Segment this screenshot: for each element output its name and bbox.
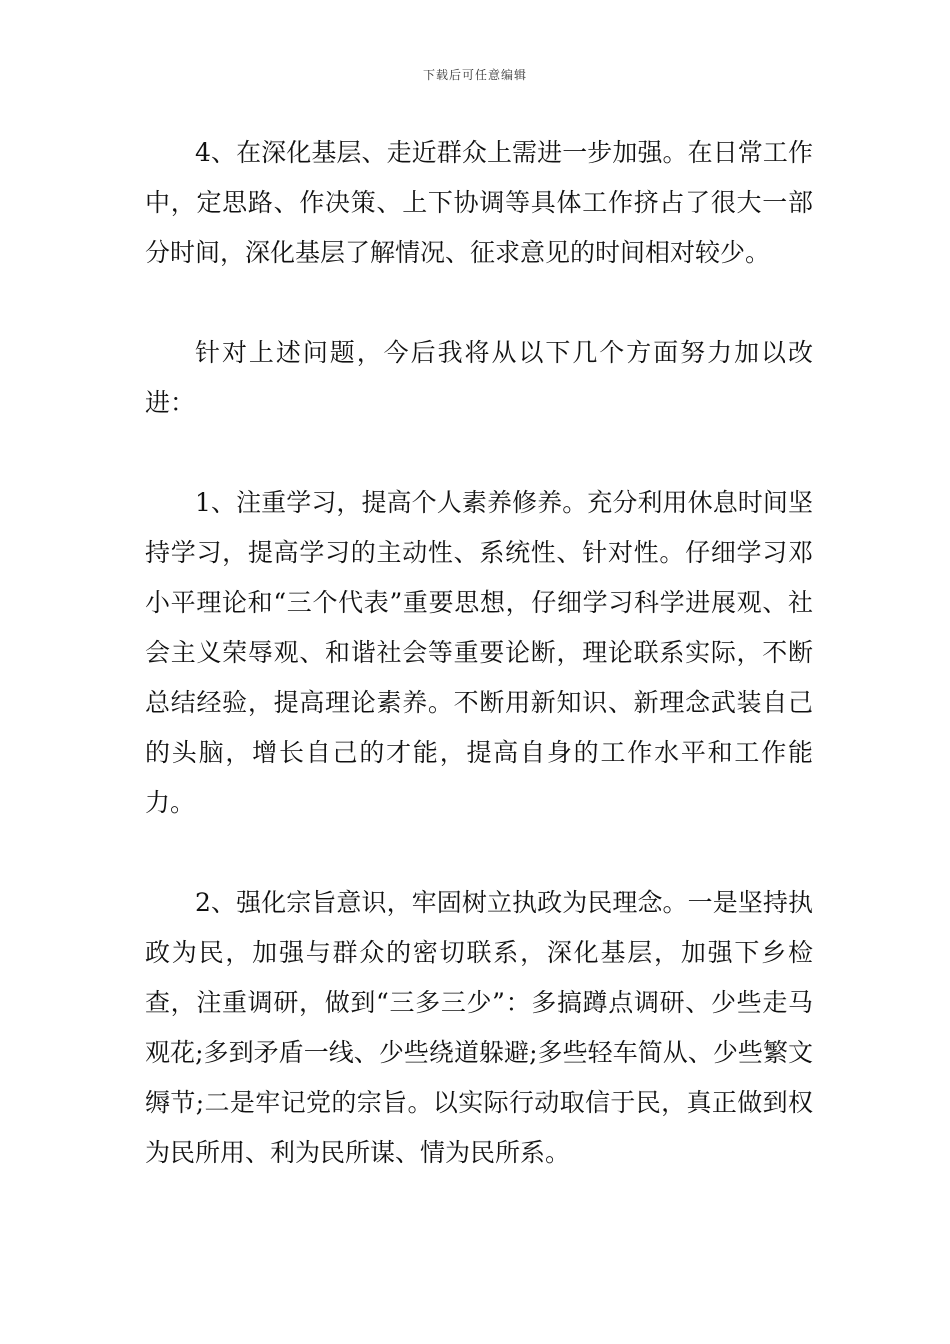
paragraph-spacer <box>145 828 813 878</box>
paragraph-4-grassroots: 4、在深化基层、走近群众上需进一步加强。在日常工作中，定思路、作决策、上下协调等具体工作挤占了很大一部分时间，深化基层了解情况、征求意见的时间相对较少。 <box>145 138 813 267</box>
paragraph-improvement-intro: 针对上述问题，今后我将从以下几个方面努力加以改进： <box>145 338 813 417</box>
paragraph-1-study: 1、注重学习，提高个人素养修养。充分利用休息时间坚持学习，提高学习的主动性、系统性、针对性。仔细学习邓小平理论和“三个代表”重要思想，仔细学习科学进展观、社会主义荣辱观、和谐社会等重要论断，理论联系实际，不断总结经验，提高理论素养。不断用新知识、新理念武装自己的头脑，增长自己的才能，提高自身的工作水平和工作能力。 <box>145 488 813 817</box>
paragraph-spacer <box>145 428 813 478</box>
header-note: 下载后可任意编辑 <box>422 68 527 82</box>
paragraph-2-purpose: 2、强化宗旨意识，牢固树立执政为民理念。一是坚持执政为民，加强与群众的密切联系，深化基层，加强下乡检查，注重调研，做到“三多三少”：多搞蹲点调研、少些走马观花;多到矛盾一线、少些绕道躲避;多些轻车简从、少些繁文缛节;二是牢记党的宗旨。以实际行动取信于民，真正做到权为民所用、利为民所谋、情为民所系。 <box>145 888 813 1167</box>
document-body <box>145 128 813 1178</box>
paragraph-spacer <box>145 278 813 328</box>
